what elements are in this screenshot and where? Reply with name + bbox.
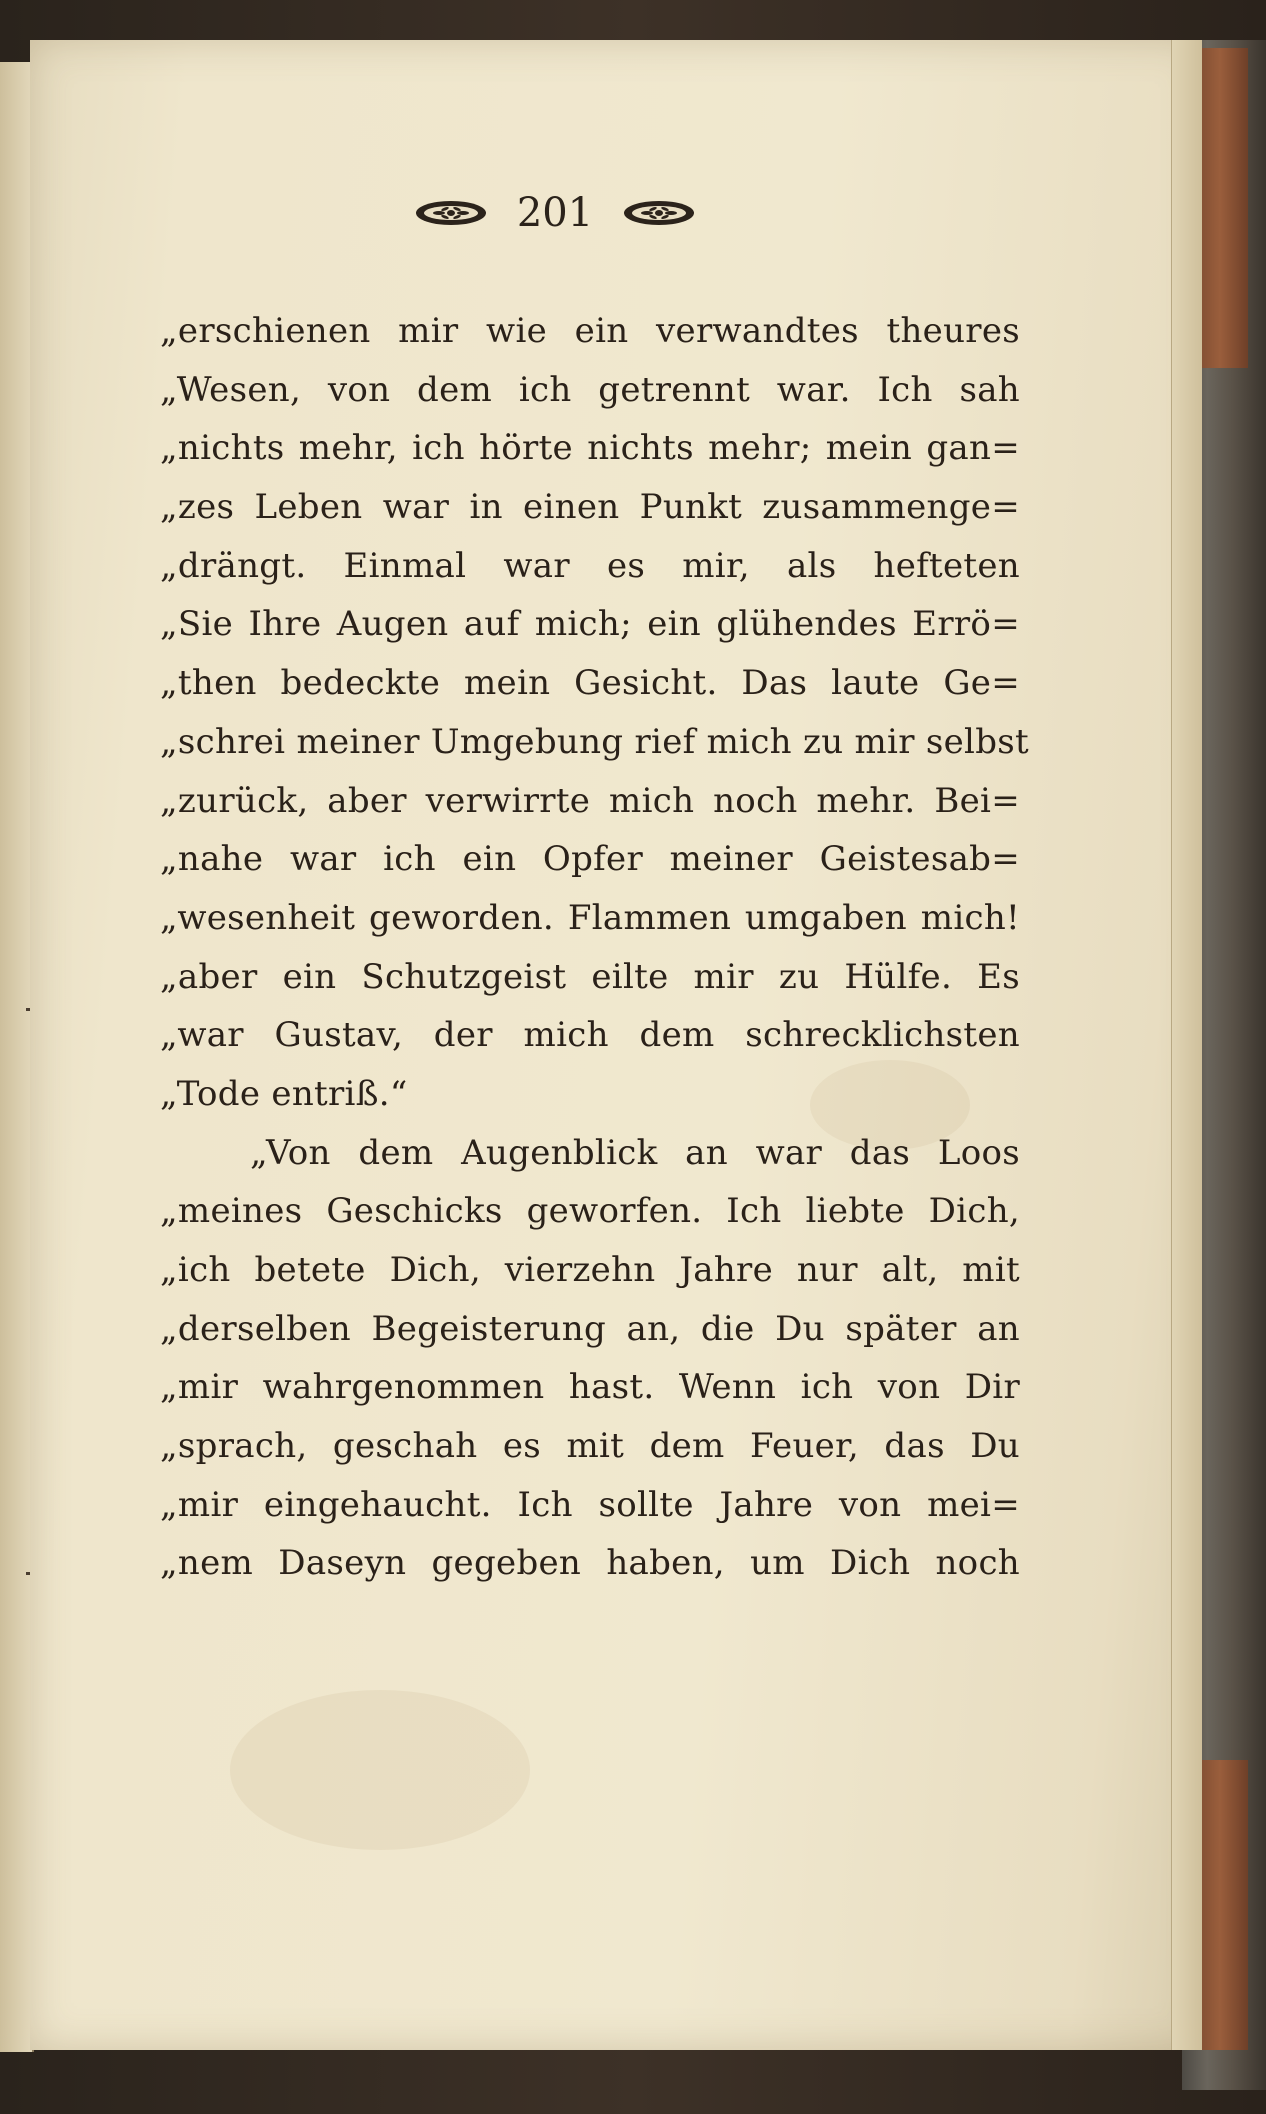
page-header [30, 190, 1080, 250]
text-line: „ich betete Dich, vierzehn Jahre nur alt, mit [160, 1250, 1020, 1290]
text-line: „sprach, geschah es mit dem Feuer, das Du [160, 1426, 1020, 1467]
page-number: 201 [516, 190, 594, 236]
text-line: „aber ein Schutzgeist eilte mir zu Hülfe. Es [160, 956, 1020, 997]
text-line: „war Gustav, der mich dem schrecklichsten [160, 1015, 1020, 1056]
text-line: „nichts mehr, ich hörte nichts mehr; mein gan= [160, 428, 1020, 469]
page-fore-edge [1171, 40, 1202, 2050]
text-line: „drängt. Einmal war es mir, als hefteten [160, 545, 1020, 586]
text-line: „mir wahrgenommen hast. Wenn ich von Dir [160, 1367, 1020, 1408]
text-line: „derselben Begeisterung an, die Du später an [160, 1308, 1020, 1349]
book-page [30, 40, 1202, 2050]
text-line: „mir eingehaucht. Ich sollte Jahre von mei= [160, 1484, 1020, 1525]
text-line: „erschienen mir wie ein verwandtes theures [160, 311, 1020, 351]
rosette-ornament-right-icon [623, 199, 695, 227]
text-line: „Von dem Augenblick an war das Loos [250, 1132, 1020, 1173]
text-line: „meines Geschicks geworfen. Ich liebte Dich, [160, 1191, 1020, 1232]
text-line: „nem Daseyn gegeben haben, um Dich noch [160, 1543, 1020, 1584]
text-line: „then bedeckte mein Gesicht. Das laute Ge= [160, 663, 1020, 704]
text-line: „wesenheit geworden. Flammen umgaben mich! [160, 897, 1020, 938]
paper-stain [230, 1690, 530, 1850]
text-line: „Wesen, von dem ich getrennt war. Ich sah [160, 369, 1020, 410]
body-text [160, 302, 1029, 1593]
text-line: „Tode entriß.“ [160, 1073, 408, 1114]
text-line: „zurück, aber verwirrte mich noch mehr. Bei= [160, 780, 1020, 821]
text-line: „nahe war ich ein Opfer meiner Geistesab= [160, 839, 1020, 880]
text-line: „Sie Ihre Augen auf mich; ein glühendes Errö= [160, 604, 1020, 645]
text-line: „schrei meiner Umgebung rief mich zu mir selbst [160, 721, 1029, 762]
text-line: „zes Leben war in einen Punkt zusammenge= [160, 487, 1020, 528]
previous-page-edge [0, 62, 34, 2052]
rosette-ornament-left-icon [415, 199, 487, 227]
